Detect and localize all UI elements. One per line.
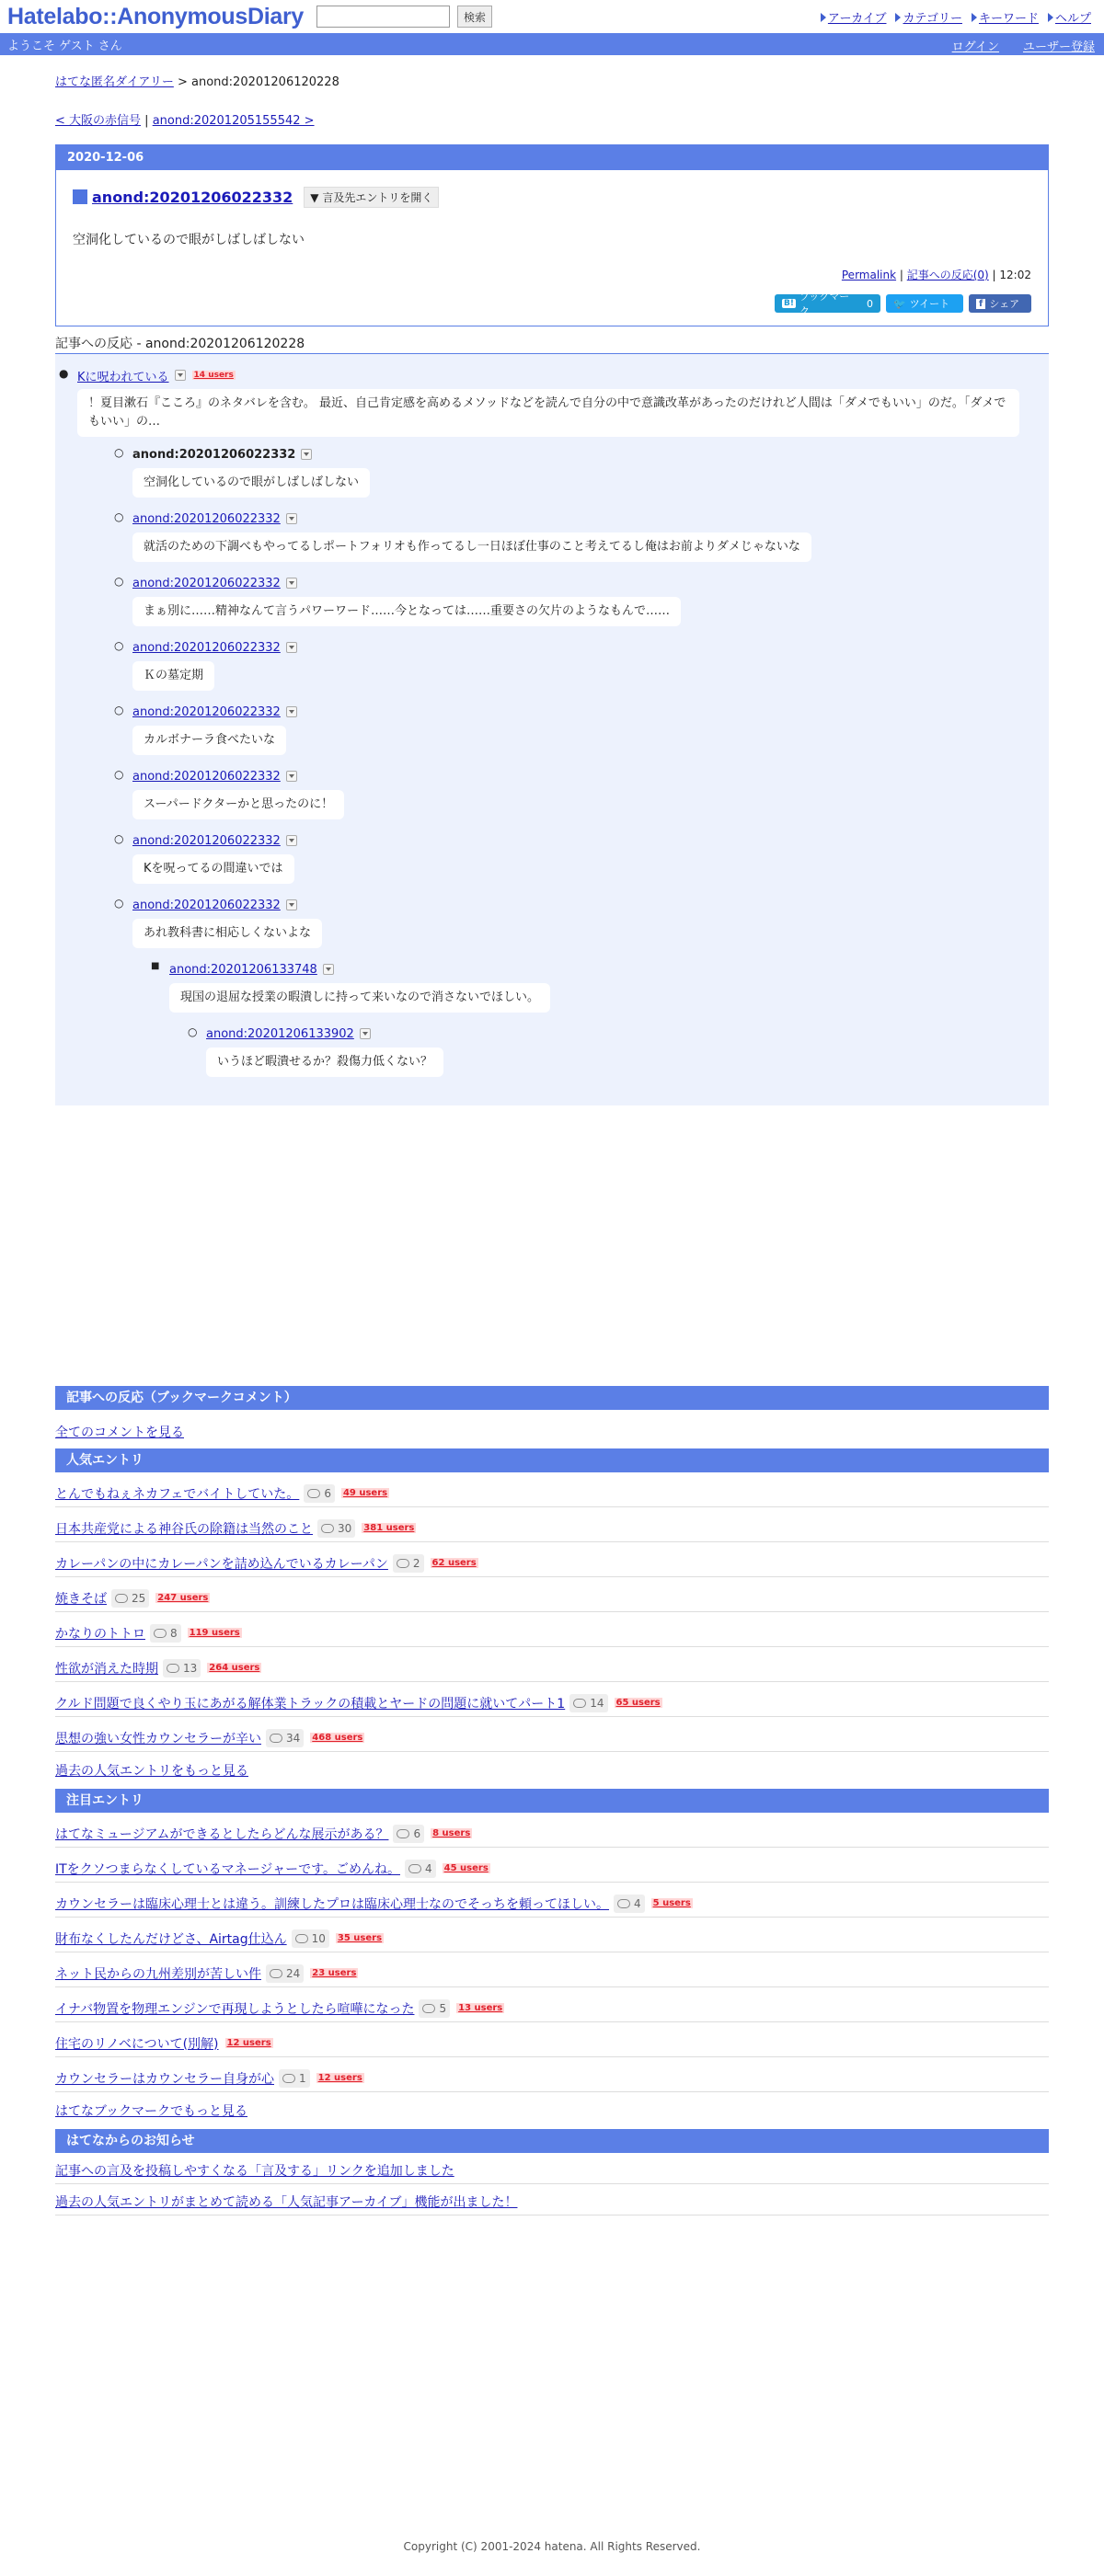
comment-count-value: 4 — [634, 1896, 641, 1910]
tweet-button[interactable] — [886, 294, 963, 313]
ad-space — [55, 1105, 1049, 1386]
bullet-circle-icon: ○ — [114, 832, 124, 845]
comment-count-value: 34 — [286, 1731, 301, 1745]
tree-node-title[interactable]: anond:20201206133902 — [206, 1026, 354, 1041]
entry-header — [56, 170, 1048, 210]
welcome-bar — [0, 33, 1104, 55]
dropdown-icon[interactable] — [360, 1028, 371, 1039]
users-badge[interactable]: 119 users — [189, 1628, 240, 1638]
tree-node-text: Ｋの墓定期 — [132, 661, 214, 691]
comment-count[interactable] — [405, 1860, 436, 1878]
bullet-disc-icon: ● — [59, 367, 69, 380]
share-buttons — [56, 291, 1048, 317]
comment-bubble-icon — [307, 1489, 320, 1498]
featured-more-link[interactable]: はてなブックマークでもっと見る — [55, 2104, 248, 2119]
news-link[interactable]: 記事への言及を投稿しやすくなる「言及する」リンクを追加しました — [55, 2163, 454, 2179]
entry-row-title[interactable]: 焼きそば — [55, 1591, 107, 1607]
tree-node-text: 現国の退屈な授業の暇潰しに持って来いなので消さないでほしい。 — [169, 983, 550, 1013]
entry-row-title[interactable]: はてなミュージアムができるとしたらどんな展示がある？ — [55, 1826, 389, 1842]
users-badge[interactable]: 264 users — [209, 1663, 260, 1673]
bullet-circle-icon: ○ — [188, 1025, 198, 1038]
entry-date: 2020-12-06 — [56, 145, 1048, 170]
all-comments-row — [55, 1410, 1049, 1448]
triangle-right-icon — [972, 13, 977, 22]
bullet-square-icon: ■ — [151, 961, 160, 971]
bullet-circle-icon: ○ — [114, 639, 124, 652]
facebook-share-button[interactable] — [969, 294, 1031, 313]
entry-row-title[interactable]: カウンセラーはカウンセラー自身が心 — [55, 2071, 274, 2087]
entry-row-title[interactable]: ネット民からの九州差別が苦しい件 — [55, 1966, 261, 1982]
prev-entry-link[interactable]: < 大阪の赤信号 — [55, 114, 142, 128]
comment-bubble-icon — [270, 1734, 282, 1743]
nav-archive[interactable] — [821, 8, 887, 26]
tree-node-title[interactable]: anond:20201206022332 — [132, 898, 281, 912]
comment-count-value: 14 — [590, 1696, 604, 1710]
breadcrumb-home[interactable]: はてな匿名ダイアリー — [55, 75, 174, 89]
comment-count[interactable] — [163, 1659, 201, 1677]
register-link[interactable]: ユーザー登録 — [1022, 40, 1095, 54]
comment-count-value: 8 — [170, 1626, 178, 1640]
nav-category-link[interactable]: カテゴリー — [903, 12, 962, 26]
tree-node-title: anond:20201206022332 — [132, 447, 296, 462]
reactions-link[interactable]: 記事への反応(0) — [906, 269, 989, 281]
breadcrumb-current: anond:20201206120228 — [191, 75, 339, 89]
users-badge[interactable]: 62 users — [431, 1558, 477, 1568]
tree-node-text: いうほど暇潰せるか？殺傷力低くない？ — [206, 1048, 443, 1077]
entry-time: 12:02 — [999, 269, 1031, 281]
tree-node-title[interactable]: anond:20201206022332 — [132, 704, 281, 719]
users-badge[interactable]: 35 users — [337, 1933, 383, 1943]
entry-row — [55, 1507, 1049, 1542]
popular-entries-list — [55, 1472, 1049, 1752]
bookmark-comments-heading: 記事への反応（ブックマークコメント） — [55, 1386, 1049, 1410]
comment-count[interactable] — [419, 1999, 450, 2018]
tree-node-text: まぁ別に……精神なんて言うパワーワード……今となっては……重要さの欠片のようなもんで…… — [132, 597, 681, 626]
tree-node-title[interactable]: anond:20201206022332 — [132, 833, 281, 848]
news-heading: はてなからのお知らせ — [55, 2129, 1049, 2153]
main-content — [55, 72, 1049, 2215]
all-comments-link[interactable]: 全てのコメントを見る — [55, 1425, 184, 1440]
comment-count[interactable] — [266, 1729, 304, 1747]
tree-node — [188, 1025, 443, 1077]
entry-row — [55, 1682, 1049, 1717]
bullet-circle-icon: ○ — [114, 510, 124, 523]
entry-row-title[interactable]: カウンセラーは臨床心理士とは違う。訓練したプロは臨床心理士なのでそっちを頼ってほしい。 — [55, 1896, 609, 1912]
entry-row-title[interactable]: 住宅のリノベについて(別解) — [55, 2036, 219, 2052]
comment-count[interactable] — [393, 1825, 424, 1843]
users-badge[interactable]: 45 users — [443, 1863, 489, 1873]
hatena-bookmark-button[interactable] — [775, 291, 880, 317]
comment-count[interactable] — [304, 1484, 335, 1503]
copyright: Copyright (C) 2001-2024 hatena. All Rights Reserved. — [403, 2540, 701, 2553]
entry-body: 空洞化しているので眼がしばしばしない — [73, 233, 305, 247]
bullet-circle-icon: ○ — [114, 446, 124, 459]
comment-count[interactable] — [279, 2069, 310, 2088]
tree-node — [114, 768, 344, 819]
entry-row-title[interactable]: 財布なくしたんだけどさ、Airtag仕込ん — [55, 1931, 287, 1947]
comment-bubble-icon — [321, 1524, 334, 1533]
comment-bubble-icon — [397, 1559, 409, 1568]
entry-box — [55, 144, 1049, 326]
next-entry-link[interactable]: anond:20201205155542 > — [152, 114, 315, 128]
comment-bubble-icon — [270, 1969, 282, 1978]
featured-entries-heading: 注目エントリ — [55, 1789, 1049, 1813]
triangle-right-icon — [895, 13, 901, 22]
share-label: シェア — [989, 298, 1020, 310]
entry-row — [55, 1472, 1049, 1507]
tree-node — [114, 575, 681, 626]
comment-count-value: 2 — [412, 1556, 420, 1570]
tree-node-text: Kを呪ってるの間違いでは — [132, 854, 294, 884]
entry-title[interactable]: anond:20201206022332 — [92, 188, 293, 206]
tree-node-text: 就活のための下調べもやってるしポートフォリオも作ってるし一日ほぼ仕事のこと考えてるし俺はお前よりダメじゃないな — [132, 532, 811, 562]
open-referenced-entry-button[interactable]: ▼ 言及先エントリを開く — [304, 187, 439, 208]
entry-row — [55, 1813, 1049, 1848]
users-badge[interactable]: 23 users — [312, 1968, 357, 1978]
comment-bubble-icon — [295, 1934, 308, 1943]
breadcrumb-separator: > — [173, 75, 192, 89]
reactions-heading: 記事への反応 - anond:20201206120228 — [55, 336, 1049, 354]
login-link[interactable]: ログイン — [951, 40, 999, 54]
tree-node — [59, 367, 1025, 437]
triangle-right-icon — [821, 13, 826, 22]
tree-node — [114, 704, 297, 755]
entry-row — [55, 1612, 1049, 1647]
top-bar — [0, 0, 1104, 33]
entry-row — [55, 1542, 1049, 1577]
site-logo[interactable]: Hatelabo::AnonymousDiary — [7, 3, 305, 29]
tree-node-title[interactable]: Kに呪われている — [77, 370, 169, 384]
entry-row — [55, 1577, 1049, 1612]
entry-row — [55, 1647, 1049, 1682]
tree-node-text: 空洞化しているので眼がしばしばしない — [132, 468, 370, 498]
users-badge[interactable]: 381 users — [363, 1523, 415, 1533]
comment-count[interactable] — [614, 1895, 645, 1913]
bullet-circle-icon: ○ — [114, 704, 124, 716]
dropdown-icon[interactable] — [175, 370, 186, 381]
entry-row-title[interactable]: カレーパンの中にカレーパンを詰め込んでいるカレーパン — [55, 1556, 388, 1572]
featured-more-row — [55, 2092, 1049, 2129]
tree-node — [114, 897, 322, 948]
triangle-right-icon — [1048, 13, 1053, 22]
comment-count[interactable] — [569, 1694, 607, 1712]
comment-bubble-icon — [397, 1829, 409, 1838]
users-badge[interactable]: 14 users — [193, 371, 234, 380]
featured-entries-list — [55, 1813, 1049, 2092]
comment-count-value: 24 — [286, 1966, 301, 1980]
entry-row-title[interactable]: イナバ物置を物理エンジンで再現しようとしたら喧嘩になった — [55, 2001, 415, 2017]
twitter-bird-icon: 🐦 — [893, 297, 906, 310]
comment-count-value: 4 — [425, 1861, 432, 1875]
entry-row — [55, 1952, 1049, 1987]
comment-count-value: 10 — [311, 1931, 326, 1945]
entry-row-title[interactable]: かなりのトトロ — [55, 1626, 145, 1642]
tree-node-title[interactable]: anond:20201206133748 — [169, 962, 317, 977]
users-badge[interactable]: 49 users — [342, 1488, 388, 1498]
hatena-bookmark-icon: B! — [784, 299, 794, 308]
nav-keyword-link[interactable]: キーワード — [978, 12, 1039, 26]
users-badge[interactable]: 247 users — [157, 1593, 209, 1603]
entry-row — [55, 1848, 1049, 1883]
tree-node-text: スーパードクターかと思ったのに！ — [132, 790, 344, 819]
search-input[interactable] — [316, 6, 450, 28]
entry-row — [55, 1717, 1049, 1752]
entry-row — [55, 1883, 1049, 1918]
hatena-bookmark-label: ブックマーク — [799, 291, 850, 317]
tweet-label: ツイート — [909, 298, 950, 310]
comment-bubble-icon — [115, 1594, 128, 1603]
nav-archive-link[interactable]: アーカイブ — [827, 12, 887, 26]
comment-count-value: 13 — [183, 1661, 198, 1675]
welcome-text: ようこそ ゲスト さん — [7, 39, 122, 53]
tree-node-title[interactable]: anond:20201206022332 — [132, 576, 281, 590]
news-item — [55, 2184, 1049, 2215]
nav-help-link[interactable]: ヘルプ — [1054, 12, 1091, 26]
hatena-bookmark-count: 0 — [867, 297, 873, 310]
tree-node — [114, 832, 297, 884]
news-item — [55, 2153, 1049, 2184]
facebook-icon: f — [976, 299, 985, 309]
tree-node-text: ！夏目漱石『こころ』のネタバレを含む。 最近、自己肯定感を高めるメソッドなどを読んで自分の中で意識改革があったのだけれど人間は「ダメでもいい」のだ。「ダメでもいい」の… — [77, 389, 1019, 437]
search-button[interactable]: 検索 — [457, 6, 492, 28]
users-badge[interactable]: 12 users — [317, 2073, 362, 2083]
comment-bubble-icon — [408, 1864, 421, 1873]
comment-bubble-icon — [154, 1629, 167, 1638]
entry-row — [55, 2022, 1049, 2057]
users-badge[interactable]: 468 users — [312, 1733, 363, 1743]
tree-node-title[interactable]: anond:20201206022332 — [132, 769, 281, 784]
comment-count-value: 1 — [299, 2071, 306, 2085]
comment-count[interactable] — [317, 1519, 355, 1538]
bullet-circle-icon: ○ — [114, 575, 124, 588]
comment-count[interactable] — [150, 1624, 181, 1643]
comment-count[interactable] — [111, 1589, 149, 1608]
breadcrumb — [55, 72, 1049, 90]
tree-node-title[interactable]: anond:20201206022332 — [132, 640, 281, 655]
comment-bubble-icon — [282, 2074, 295, 2083]
tree-node — [114, 446, 370, 498]
comment-count[interactable] — [266, 1964, 304, 1983]
dropdown-icon[interactable] — [286, 899, 297, 910]
reaction-tree — [55, 354, 1049, 1105]
comment-count[interactable] — [292, 1929, 329, 1948]
tree-node-text: カルボナーラ食べたいな — [132, 726, 286, 755]
tree-node-title[interactable]: anond:20201206022332 — [132, 511, 281, 526]
comment-count-value: 6 — [324, 1486, 331, 1500]
users-badge[interactable]: 5 users — [652, 1898, 691, 1908]
comment-bubble-icon — [167, 1664, 179, 1673]
entry-pager — [55, 110, 1049, 129]
comment-count-value: 6 — [413, 1826, 421, 1840]
dropdown-icon[interactable] — [286, 642, 297, 653]
popular-more-row — [55, 1752, 1049, 1789]
entry-row — [55, 2057, 1049, 2092]
entry-row — [55, 1918, 1049, 1952]
bullet-circle-icon: ○ — [114, 768, 124, 781]
nav-category[interactable] — [895, 8, 961, 26]
tree-node — [114, 639, 297, 691]
dropdown-icon[interactable] — [286, 513, 297, 524]
users-badge[interactable]: 65 users — [615, 1698, 661, 1708]
entry-row-title[interactable]: 日本共産党による神谷氏の除籍は当然のこと — [55, 1521, 313, 1537]
entry-row-title[interactable]: 思想の強い女性カウンセラーが辛い — [55, 1731, 261, 1746]
top-nav — [821, 8, 1091, 26]
popular-more-link[interactable]: 過去の人気エントリをもっと見る — [55, 1764, 248, 1779]
entry-meta: Permalink | 記事への反応(0) | 12:02 — [841, 269, 1031, 281]
nav-keyword[interactable] — [972, 8, 1039, 26]
dropdown-icon[interactable] — [286, 706, 297, 717]
entry-row-title[interactable]: とんでもねぇネカフェでバイトしていた。 — [55, 1486, 300, 1502]
comment-count[interactable] — [393, 1554, 424, 1573]
entry-row-title[interactable]: 性欲が消えた時期 — [55, 1661, 158, 1677]
users-badge[interactable]: 13 users — [458, 2003, 503, 2013]
news-link[interactable]: 過去の人気エントリがまとめて読める「人気記事アーカイブ」機能が出ました！ — [55, 2194, 518, 2210]
dropdown-icon[interactable] — [286, 578, 297, 589]
permalink[interactable]: Permalink — [841, 269, 897, 281]
entry-row-title[interactable]: クルド問題で良くやり玉にあがる解体業トラックの積載とヤードの問題に就いてパート1 — [55, 1696, 566, 1712]
dropdown-icon[interactable] — [301, 449, 312, 460]
square-icon — [73, 189, 87, 204]
users-badge[interactable]: 12 users — [226, 2038, 271, 2048]
bullet-circle-icon: ○ — [114, 897, 124, 910]
comment-bubble-icon — [573, 1699, 586, 1708]
dropdown-icon[interactable] — [323, 964, 334, 975]
comment-bubble-icon — [422, 2004, 435, 2013]
comment-count-value: 25 — [132, 1591, 146, 1605]
popular-entries-heading: 人気エントリ — [55, 1448, 1049, 1472]
tree-node-text: あれ教科書に相応しくないよな — [132, 919, 322, 948]
dropdown-icon[interactable] — [286, 771, 297, 782]
pager-separator: | — [141, 114, 153, 128]
tree-node — [114, 510, 811, 562]
entry-row-title[interactable]: ITをクソつまらなくしているマネージャーです。ごめんね。 — [55, 1861, 400, 1877]
comment-count-value: 30 — [338, 1521, 352, 1535]
comment-bubble-icon — [617, 1899, 630, 1908]
comment-count-value: 5 — [439, 2001, 447, 2015]
tree-node — [151, 961, 550, 1013]
dropdown-icon[interactable] — [286, 835, 297, 846]
users-badge[interactable]: 8 users — [432, 1828, 471, 1838]
entry-row — [55, 1987, 1049, 2022]
nav-help[interactable] — [1048, 8, 1091, 26]
